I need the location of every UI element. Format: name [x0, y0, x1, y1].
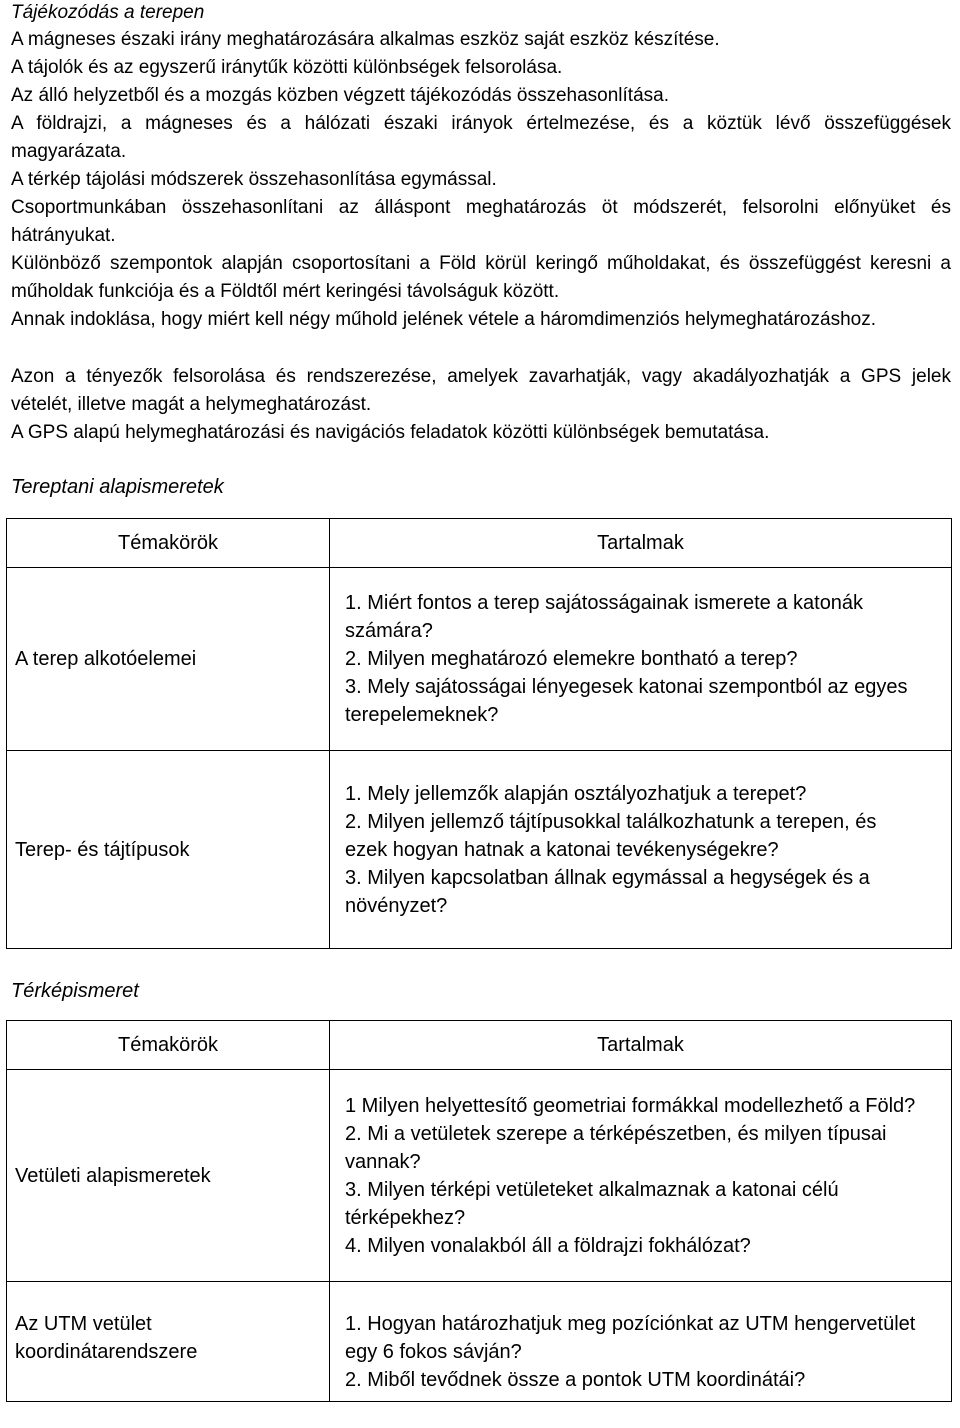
- intro-line: A mágneses északi irány meghatározására alkalmas eszköz saját eszköz készítése.: [11, 29, 720, 50]
- topic-cell: Terep- és tájtípusok: [7, 751, 330, 949]
- tereptani-table: [6, 518, 952, 949]
- column-header-topics: Témakörök: [7, 1021, 330, 1070]
- content-cell: [330, 1282, 952, 1402]
- table-row: [7, 751, 952, 949]
- table-header-row: [7, 1021, 952, 1070]
- content-cell: [330, 1070, 952, 1282]
- list-item: 3. Milyen térképi vetületeket alkalmaznak a katonai célú térképekhez?: [345, 1178, 839, 1229]
- list-item: 3. Mely sajátosságai lényegesek katonai szempontból az egyes terepelemeknek?: [345, 676, 908, 726]
- topic-cell: A terep alkotóelemei: [7, 568, 330, 751]
- list-item: 4. Milyen vonalakból áll a földrajzi fokhálózat?: [345, 1234, 751, 1257]
- intro-line: Különböző szempontok alapján csoportosítani a Föld körül keringő műholdakat, és összefüggést keresni a műholdak funkciója és a Földtől mért keringési távolságuk között.: [11, 253, 951, 302]
- column-header-topics: Témakörök: [7, 519, 330, 568]
- list-item: 1. Hogyan határozhatjuk meg pozíciónkat az UTM hengervetület egy 6 fokos sávján?: [345, 1313, 916, 1363]
- table-row: [7, 1282, 952, 1402]
- document-page: [11, 0, 951, 1402]
- intro-line: A GPS alapú helymeghatározási és navigációs feladatok közötti különbségek bemutatása.: [11, 422, 770, 443]
- content-list: [345, 780, 921, 920]
- list-item: 2. Milyen meghatározó elemekre bontható a terep?: [345, 648, 798, 670]
- topic-cell: Vetületi alapismeretek: [7, 1070, 330, 1282]
- intro-line: Azon a tényezők felsorolása és rendszerezése, amelyek zavarhatják, vagy akadályozhatják a GPS jelek vételét, illetve magát a helymeghatározást.: [11, 366, 951, 415]
- list-item: 1. Mely jellemzők alapján osztályozhatjuk a terepet?: [345, 782, 807, 805]
- table-row: [7, 568, 952, 751]
- intro-line: Csoportmunkában összehasonlítani az álláspont meghatározás öt módszerét, felsorolni előnyüket és hátrányukat.: [11, 197, 951, 246]
- topic-cell: Az UTM vetület koordinátarendszere: [7, 1282, 330, 1402]
- table-header-row: [7, 519, 952, 568]
- content-cell: [330, 751, 952, 949]
- list-item: 2. Milyen jellemző tájtípusokkal találkozhatunk a terepen, és ezek hogyan hatnak a katonai tevékenységekre?: [345, 810, 877, 861]
- section-title-tereptani: Tereptani alapismeretek: [11, 476, 224, 498]
- table-row: [7, 1070, 952, 1282]
- column-header-contents: Tartalmak: [330, 519, 952, 568]
- list-item: 2. Miből tevődnek össze a pontok UTM koordinátái?: [345, 1369, 806, 1391]
- intro-line: A földrajzi, a mágneses és a hálózati északi irányok értelmezése, és a köztük lévő összefüggések magyarázata.: [11, 113, 951, 162]
- list-item: 2. Mi a vetületek szerepe a térképészetben, és milyen típusai vannak?: [345, 1122, 887, 1173]
- content-list: [345, 1310, 921, 1394]
- intro-heading: Tájékozódás a terepen: [11, 2, 205, 23]
- intro-section: [11, 0, 951, 447]
- content-cell: [330, 568, 952, 751]
- content-list: [345, 589, 921, 729]
- intro-line: A térkép tájolási módszerek összehasonlítása egymással.: [11, 169, 497, 190]
- intro-line: Az álló helyzetből és a mozgás közben végzett tájékozódás összehasonlítása.: [11, 85, 669, 106]
- column-header-contents: Tartalmak: [330, 1021, 952, 1070]
- intro-line: A tájolók és az egyszerű iránytűk közötti különbségek felsorolása.: [11, 57, 563, 78]
- section-title-terkepismeret: Térképismeret: [11, 980, 139, 1002]
- list-item: 1 Milyen helyettesítő geometriai formákkal modellezhető a Föld?: [345, 1094, 916, 1117]
- list-item: 3. Milyen kapcsolatban állnak egymással a hegységek és a növényzet?: [345, 866, 870, 917]
- intro-line: Annak indoklása, hogy miért kell négy műhold jelének vétele a háromdimenziós helymeghatározáshoz.: [11, 309, 876, 330]
- terkepismeret-table: [6, 1020, 952, 1402]
- list-item: 1. Miért fontos a terep sajátosságainak ismerete a katonák számára?: [345, 592, 864, 642]
- content-list: [345, 1092, 921, 1260]
